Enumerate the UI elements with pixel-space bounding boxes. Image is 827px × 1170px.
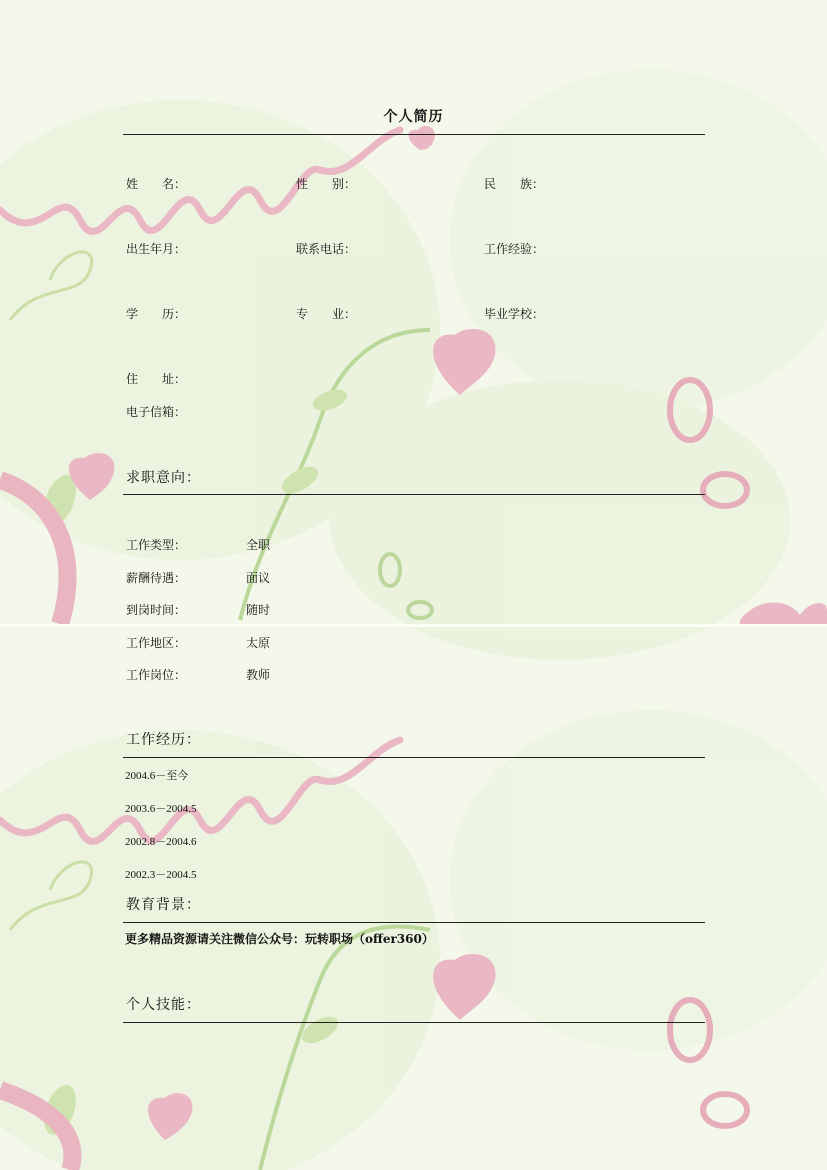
email-label: 电子信箱： xyxy=(126,405,187,419)
title-underline xyxy=(123,134,705,135)
major-label: 专 业： xyxy=(296,307,357,321)
work-entry: 2002.3－2004.5 xyxy=(125,869,197,881)
work-area-value: 太原 xyxy=(246,636,271,650)
work-entry: 2004.6－至今 xyxy=(125,770,189,782)
salary-label: 薪酬待遇： xyxy=(126,571,187,585)
address-label: 住 址： xyxy=(126,372,187,386)
position-value: 教师 xyxy=(246,668,271,682)
ethnicity-label: 民 族： xyxy=(484,177,545,191)
start-time-label: 到岗时间： xyxy=(126,603,187,617)
work-area-label: 工作地区： xyxy=(126,636,187,650)
education-label: 学 历： xyxy=(126,307,187,321)
experience-label: 工作经验： xyxy=(484,242,545,256)
education-heading: 教育背景： xyxy=(126,897,201,913)
skills-heading: 个人技能： xyxy=(126,997,201,1013)
work-history-heading: 工作经历： xyxy=(126,732,201,748)
education-underline xyxy=(123,922,705,923)
work-entry: 2003.6－2004.5 xyxy=(125,803,197,815)
work-history-underline xyxy=(123,757,705,758)
salary-value: 面议 xyxy=(246,571,271,585)
name-label: 姓 名： xyxy=(126,177,187,191)
job-intention-heading: 求职意向： xyxy=(126,470,201,486)
job-intention-underline xyxy=(123,494,705,495)
job-type-value: 全职 xyxy=(246,538,271,552)
position-label: 工作岗位： xyxy=(126,668,187,682)
start-time-value: 随时 xyxy=(246,603,271,617)
promo-text: 更多精品资源请关注微信公众号：玩转职场（offer360） xyxy=(125,932,434,946)
phone-label: 联系电话： xyxy=(296,242,357,256)
work-entry: 2002.8－2004.6 xyxy=(125,836,197,848)
skills-underline xyxy=(123,1022,705,1023)
job-type-label: 工作类型： xyxy=(126,538,187,552)
birth-label: 出生年月： xyxy=(126,242,187,256)
school-label: 毕业学校： xyxy=(484,307,545,321)
gender-label: 性 别： xyxy=(296,177,357,191)
page-title: 个人简历 xyxy=(383,109,444,125)
